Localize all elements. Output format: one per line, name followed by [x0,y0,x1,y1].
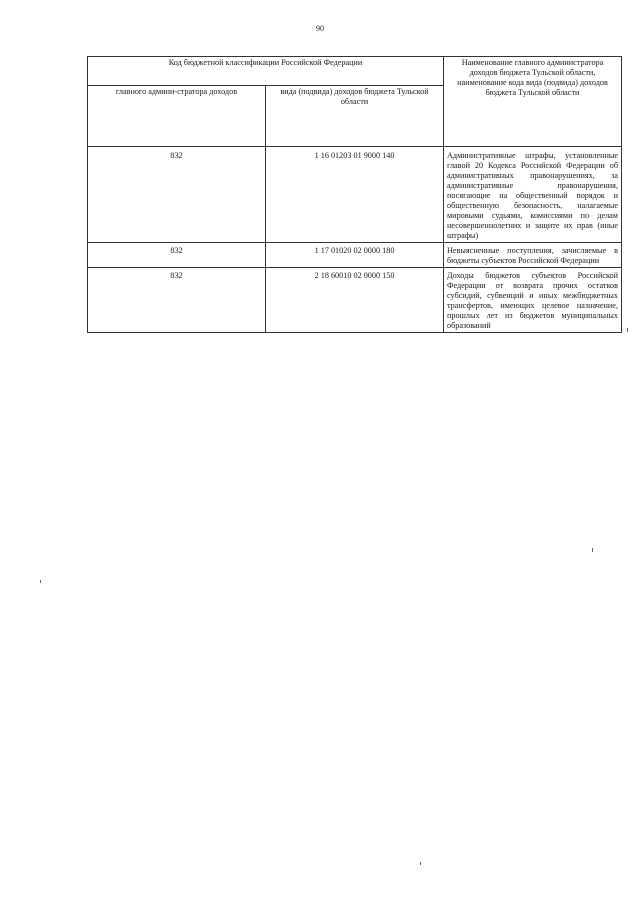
revenue-codes-table [87,56,622,333]
table-row [88,268,622,333]
scan-speck [40,580,41,583]
admin-code-cell: 832 [88,147,266,243]
table-row [88,147,622,243]
revenue-name-cell: Доходы бюджетов субъектов Российской Федерации от возврата прочих остатков субсидий, субвенций и иных межбюджетных трансфертов, имеющих целевое назначение, прошлых лет из бюджетов муниципальных образований [444,268,622,333]
header-name-column: Наименование главного администратора доходов бюджета Тульской области, наименование кода вида (подвида) доходов бюджета Тульской области [444,57,622,147]
admin-code-cell: 832 [88,243,266,268]
table-row [88,243,622,268]
revenue-code-cell: 2 18 60010 02 0000 150 [266,268,444,333]
table-header-row [88,57,622,86]
revenue-name-cell: Административные штрафы, установленные главой 20 Кодекса Российской Федерации об административных правонарушениях, за административные правонарушения, посягающие на общественный порядок и общественную безопасность, налагаемые мировыми судьями, комиссиями по делам несовершеннолетних и защите их прав (иные штрафы) [444,147,622,243]
page-number: 90 [316,24,324,33]
scan-speck [627,328,628,332]
scan-speck [592,548,593,552]
revenue-name-cell: Невыясненные поступления, зачисляемые в бюджеты субъектов Российской Федерации [444,243,622,268]
header-code-column: вида (подвида) доходов бюджета Тульской области [266,86,444,147]
revenue-code-cell: 1 16 01203 01 9000 140 [266,147,444,243]
scan-speck [420,862,421,865]
admin-code-cell: 832 [88,268,266,333]
revenue-code-cell: 1 17 01020 02 0000 180 [266,243,444,268]
header-code-group: Код бюджетной классификации Российской Федерации [88,57,444,86]
header-admin-column: главного админи-стратора доходов [88,86,266,147]
